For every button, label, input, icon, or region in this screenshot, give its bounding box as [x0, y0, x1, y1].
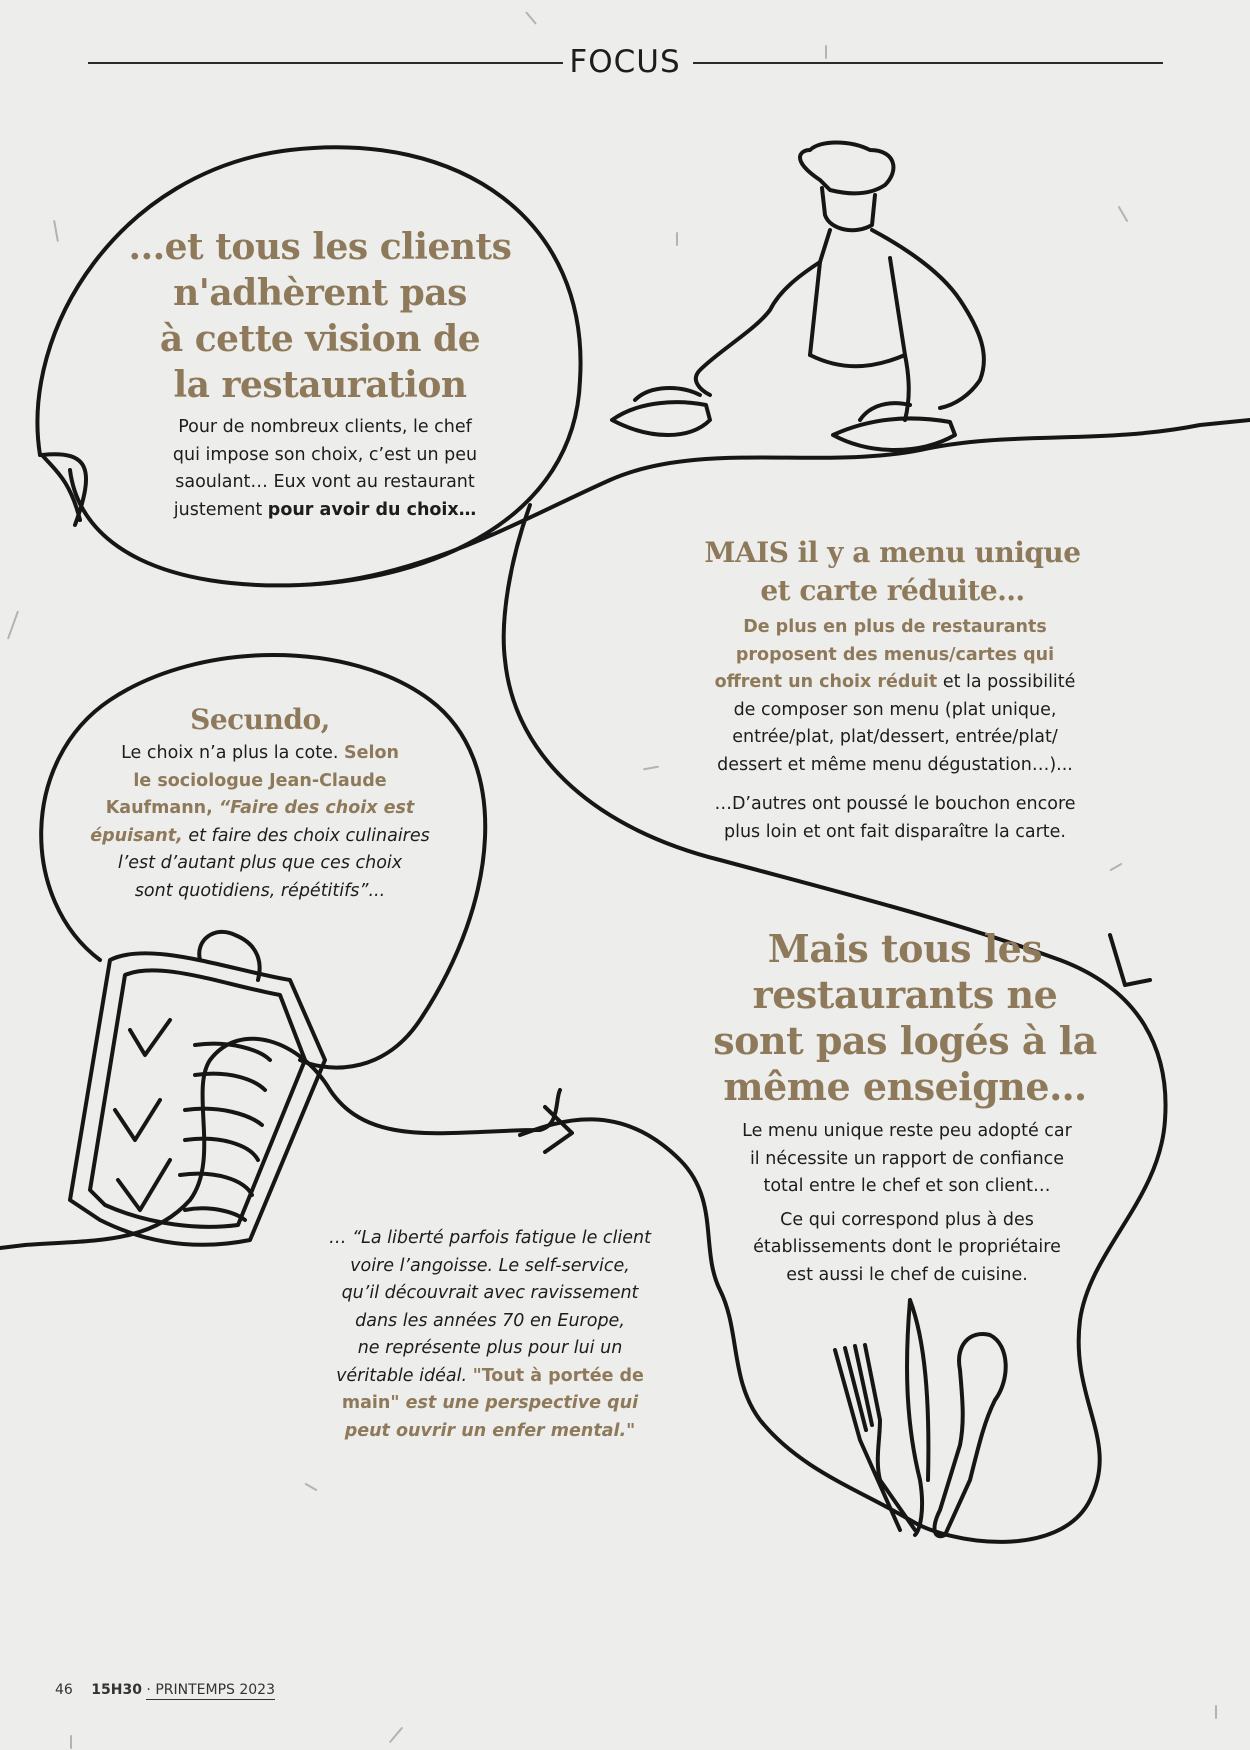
- text-line: peut ouvrir un enfer mental.": [344, 1420, 636, 1441]
- headline-block1: [90, 224, 550, 408]
- text-gold: "Tout à portée de: [472, 1365, 644, 1386]
- headline-line: Mais tous les: [767, 926, 1043, 971]
- text-line: [60, 823, 460, 851]
- text-line: De plus en plus de restaurants: [743, 617, 1047, 637]
- page-footer: [55, 1682, 275, 1698]
- body-block4: [712, 1118, 1102, 1289]
- clipboard-drawing: [70, 932, 325, 1245]
- headline-line: la restauration: [173, 364, 467, 406]
- headline-line: MAIS il y a menu unique: [704, 536, 1081, 569]
- text-line: dessert et même menu dégustation…)...: [717, 754, 1073, 775]
- body-block1: [130, 414, 520, 524]
- text-italic: et faire des choix culinaires: [182, 825, 430, 846]
- headline-line: à cette vision de: [159, 318, 481, 360]
- headline-line: et carte réduite…: [760, 574, 1025, 607]
- text-line: saoulant… Eux vont au restaurant: [175, 472, 475, 492]
- text-gold: Kaufmann,: [105, 798, 219, 818]
- text-line: ne représente plus pour lui un: [357, 1338, 623, 1358]
- text-gold-italic: épuisant,: [90, 825, 183, 846]
- text-plain: et la possibilité: [937, 672, 1076, 692]
- headline-line: n'adhèrent pas: [173, 272, 467, 314]
- headline-block2: [650, 534, 1135, 610]
- text-line: Ce qui correspond plus à des: [780, 1209, 1034, 1230]
- text-gold: Selon: [343, 743, 399, 763]
- text-line: Pour de nombreux clients, le chef: [178, 417, 472, 437]
- text-line: [300, 1363, 680, 1391]
- cutlery-drawing: [835, 1300, 1006, 1536]
- text-line: l’est d’autant plus que ces choix: [117, 853, 403, 873]
- text-line: [130, 497, 520, 525]
- page-number: 46: [55, 1682, 73, 1698]
- text-plain: justement: [173, 499, 268, 520]
- flowing-line: [0, 1245, 25, 1248]
- text-line: dans les années 70 en Europe,: [355, 1310, 625, 1331]
- text-line: le sociologue Jean-Claude: [133, 770, 387, 791]
- text-line: plus loin et ont fait disparaître la carte.: [724, 821, 1066, 842]
- text-plain: Le choix n’a plus la cote.: [121, 743, 344, 763]
- headline-line: ...et tous les clients: [128, 226, 512, 268]
- text-line: total entre le chef et son client…: [763, 1176, 1051, 1196]
- body-block3: [60, 740, 460, 905]
- text-gold: offrent un choix réduit: [714, 672, 938, 692]
- text-line: établissements dont le propriétaire: [753, 1237, 1061, 1257]
- headline-line: sont pas logés à la: [713, 1018, 1097, 1063]
- text-gold: main": [341, 1393, 400, 1413]
- issue-label: · PRINTEMPS 2023: [146, 1682, 275, 1698]
- text-line: est aussi le chef de cuisine.: [786, 1264, 1028, 1285]
- text-line: de composer son menu (plat unique,: [733, 699, 1057, 720]
- text-italic: véritable idéal.: [336, 1365, 473, 1386]
- magazine-name: 15H30: [91, 1682, 142, 1698]
- body-block2: [690, 614, 1100, 846]
- text-line: il nécessite un rapport de confiance: [749, 1148, 1065, 1169]
- body-block5: [300, 1225, 680, 1445]
- text-line: [60, 795, 460, 823]
- chef-drawing: [612, 143, 984, 451]
- text-line: qui impose son choix, c’est un peu: [172, 444, 478, 465]
- flowing-line: [545, 1107, 572, 1152]
- text-line: [690, 669, 1100, 697]
- text-line: …D’autres ont poussé le bouchon encore: [714, 794, 1076, 814]
- text-line: … “La liberté parfois fatigue le client: [329, 1228, 651, 1248]
- text-line: entrée/plat, plat/dessert, entrée/plat/: [732, 727, 1058, 747]
- text-bold: pour avoir du choix…: [267, 499, 477, 520]
- headline-line: restaurants ne: [752, 972, 1058, 1017]
- text-line: Le menu unique reste peu adopté car: [742, 1121, 1072, 1141]
- text-line: proposent des menus/cartes qui: [735, 644, 1055, 665]
- section-title: FOCUS: [569, 44, 681, 80]
- text-line: qu’il découvrait avec ravissement: [341, 1283, 639, 1303]
- text-line: [300, 1390, 680, 1418]
- text-gold-italic: “Faire des choix est: [218, 798, 415, 818]
- headline-block4: [690, 926, 1120, 1110]
- text-gold-italic: est une perspective qui: [399, 1393, 639, 1413]
- headline-block3: Secundo,: [190, 703, 330, 736]
- text-line: [60, 740, 460, 768]
- text-line: sont quotidiens, répétitifs”...: [134, 880, 386, 901]
- text-line: voire l’angoisse. Le self-service,: [350, 1255, 630, 1276]
- headline-line: même enseigne…: [723, 1064, 1087, 1109]
